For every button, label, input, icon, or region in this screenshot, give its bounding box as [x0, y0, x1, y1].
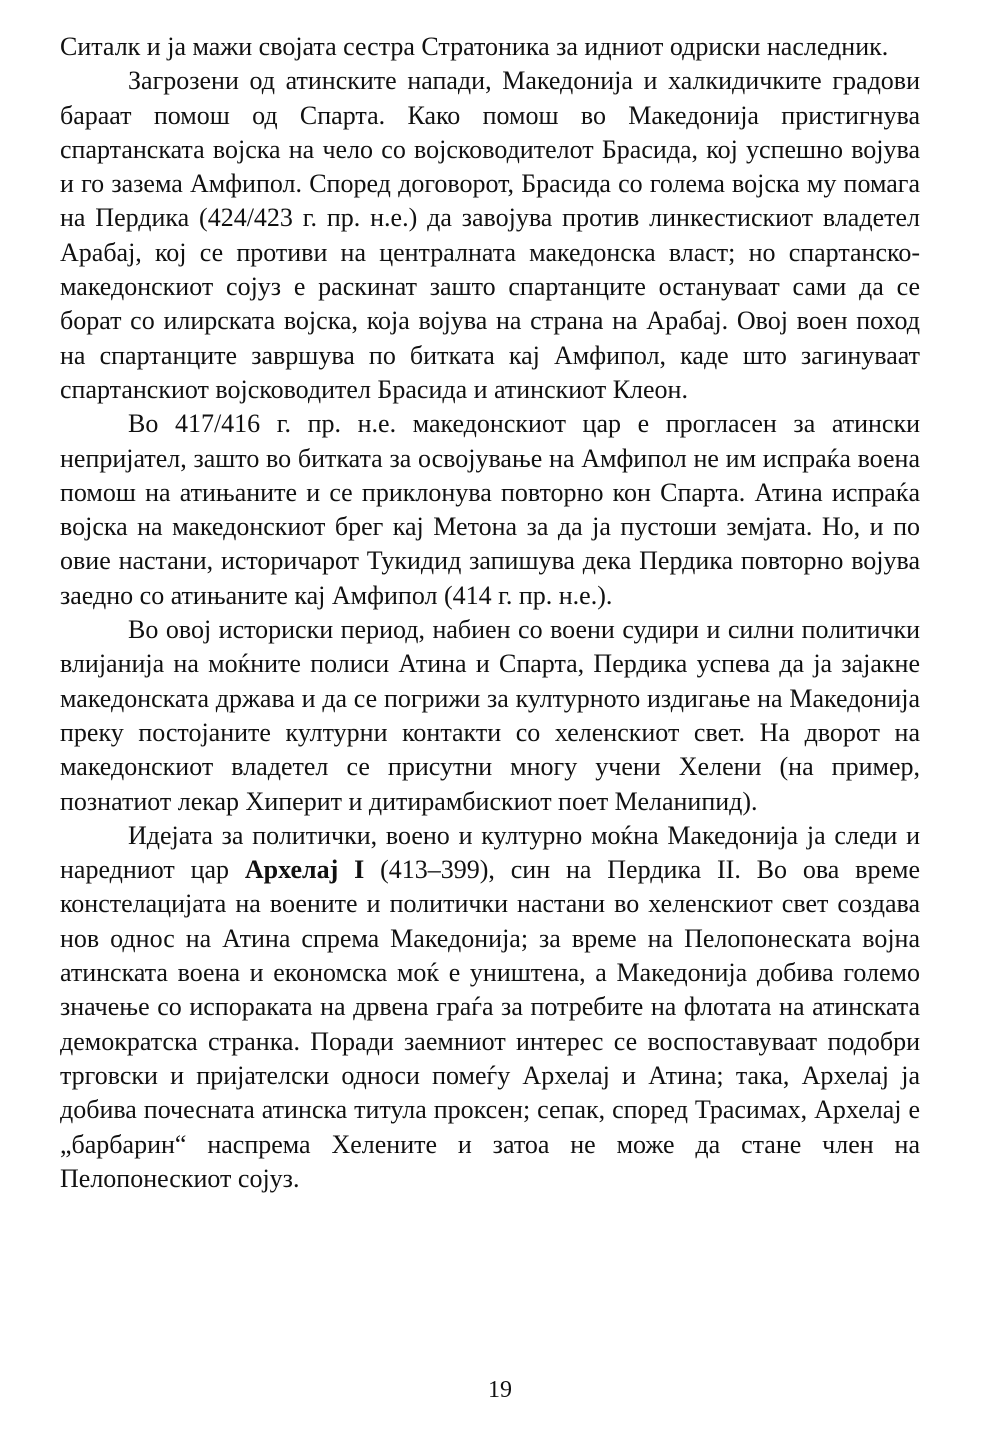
- paragraph-3: Во 417/416 г. пр. н.е. македонскиот цар е прогласен за атински непријател, зашто во битката за освојување на Амфипол не им испраќа воена помош на атињаните и се приклонува повторно кон Спарта. Атина испраќа војска на македонскиот брег кај Метона за да ја пустоши земјата. Но, и по овие настани, историчарот Тукидид запишува дека Пердика повторно војува заедно со атињаните кај Амфипол (414 г. пр. н.е.).: [60, 409, 920, 610]
- paragraph-5-text-before: Идејата за политички, воено и културно моќна Македонија ја следи и наредниот цар: [60, 820, 920, 885]
- paragraph-5-text-after: (413–399), син на Пердика II. Во ова време констелацијата на воените и политички настани во хеленскиот свет создава нов однос на Атина спрема Македонија; за време на Пелопонеската војна атинската воена и економска моќ е уништена, а Македонија добива големо значење со испораката на дрвена граѓа за потребите на флотата на атинската демократска странка. Поради заемниот интерес се воспоставуваат подобри трговски и пријателски односи помеѓу Архелај и Атина; така, Архелај ја добива почесната атинска титула проксен; сепак, според Трасимах, Архелај е „барбарин“ наспрема Хелените и затоа не може да стане член на Пелопонескиот сојуз.: [60, 855, 920, 1193]
- paragraph-2: Загрозени од атинските напади, Македонија и халкидичките градови бараат помош од Спарта. Како помош во Македонија пристигнува спартанската војска на чело со војсководителот Брасида, кој успешно војува и го зазема Амфипол. Според договорот, Брасида со голема војска му помага на Пердика (424/423 г. пр. н.е.) да завојува против линкестискиот владетел Арабај, кој се противи на централната македонска власт; но спартанско-македонскиот сојуз е раскинат зашто спартанците остануваат сами да се борат со илирската војска, која војува на страна на Арабај. Овој воен поход на спартанците завршува по битката кај Амфипол, каде што загинуваат спартанскиот војсководител Брасида и атинскиот Клеон.: [60, 66, 920, 404]
- king-name-bold: Архелај I: [244, 855, 365, 885]
- paragraph-1: Ситалк и ја мажи својата сестра Стратоника за идниот одриски наследник.: [60, 32, 889, 61]
- page-number: 19: [488, 1377, 512, 1403]
- paragraph-5: [60, 819, 920, 1196]
- paragraph-4: Во овој историски период, набиен со воени судири и силни политички влијанија на моќните полиси Атина и Спарта, Пердика успева да ја зајакне македонската држава и да се погрижи за културното издигање на Македонија преку постојаните културни контакти со хеленскиот свет. На дворот на македонскиот владетел се присутни многу учени Хелени (на пример, познатиот лекар Хиперит и дитирамбискиот поет Меланипид).: [60, 615, 920, 816]
- page-body: [60, 30, 920, 1196]
